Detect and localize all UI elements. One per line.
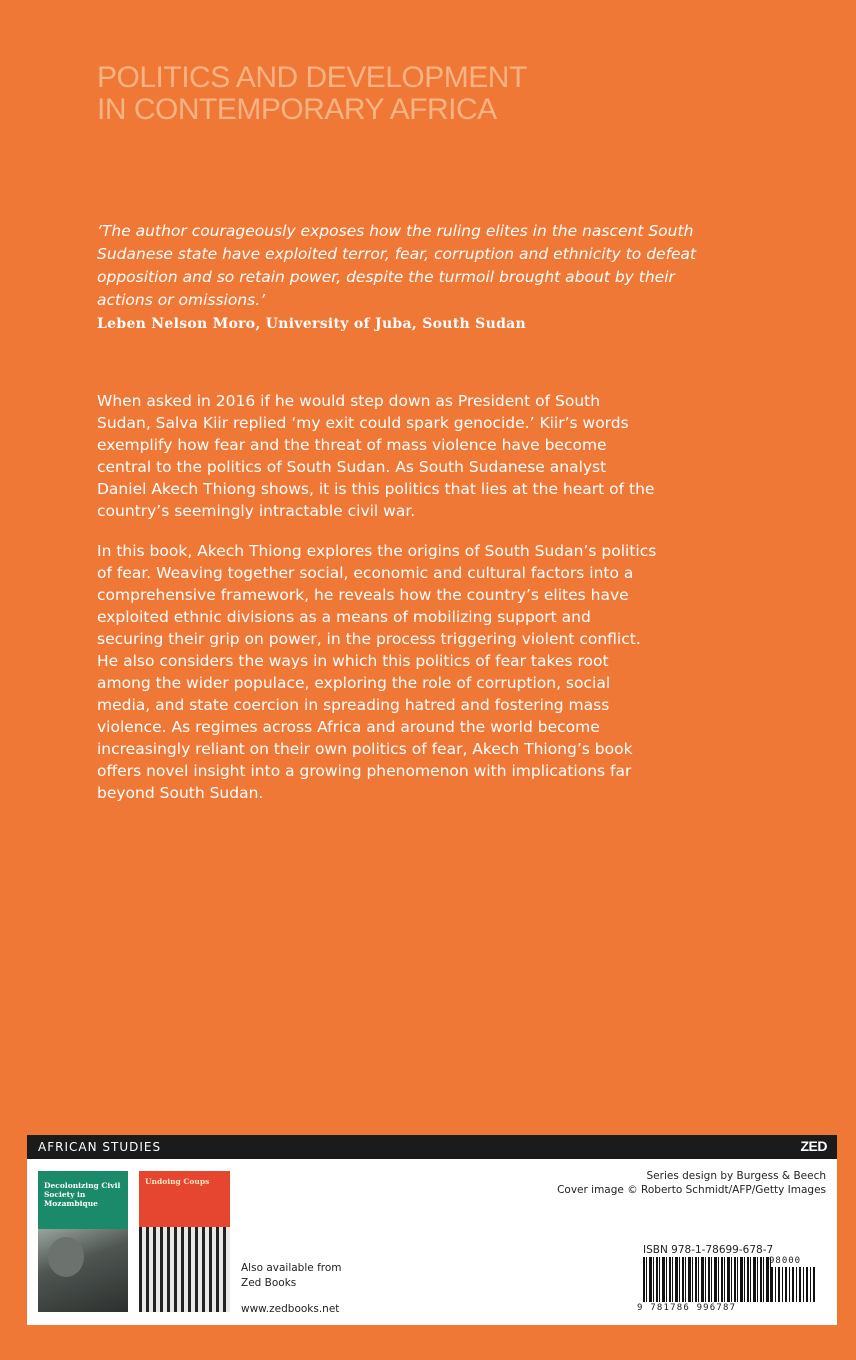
footer-panel [27,1159,837,1325]
publisher-logo: ZED [800,1138,827,1154]
tree-icon [48,1237,84,1277]
series-title-line-1: POLITICS AND DEVELOPMENT [97,61,527,94]
barcode-icon [643,1257,771,1302]
also-available-line-2: Zed Books [241,1277,297,1289]
category-bar [27,1135,837,1159]
barcode-digits: 9 781786 996787 [637,1303,737,1313]
related-book-cover-2 [139,1171,230,1312]
image-credit: Cover image © Roberto Schmidt/AFP/Getty Images [557,1184,826,1196]
barcode-addon-icon [771,1267,815,1302]
description-paragraph-2: In this book, Akech Thiong explores the origins of South Sudan’s politics of fear. Weaving together social, economic and cultural factors into a comprehensive framework, he reveals how the country’s elites have exploited ethnic divisions as a means of mobilizing support and securing their grip on power, in the process triggering violent conflict. He also considers the ways in which this politics of fear takes root among the wider populace, exploring the role of corruption, social media, and state coercion in spreading hatred and fostering mass violence. As regimes across Africa and around the world become increasingly reliant on their own politics of fear, Akech Thiong’s book offers novel insight into a growing phenomenon with implications far beyond South Sudan. [97,542,657,802]
barcode-addon-digits: 98000 [769,1256,802,1266]
also-available-text [241,1261,342,1291]
isbn-label: ISBN 978-1-78699-678-7 [643,1244,774,1256]
endorsement-attribution: Leben Nelson Moro, University of Juba, South Sudan [97,316,527,332]
description-paragraph-1: When asked in 2016 if he would step down as President of South Sudan, Salva Kiir replied ‘my exit could spark genocide.’ Kiir’s words exemplify how fear and the threat of mass violence have become central to the politics of South Sudan. As South Sudanese analyst Daniel Akech Thiong shows, it is this politics that lies at the heart of the country’s seemingly intractable civil war. [97,392,655,520]
also-available-line-1: Also available from [241,1262,342,1274]
category-label: AFRICAN STUDIES [38,1140,162,1154]
related-book-2-title: Undoing Coups [145,1177,210,1186]
endorsement-quote: ‘The author courageously exposes how the ruling elites in the nascent South Sudanese state have exploited terror, fear, corruption and ethnicity to defeat opposition and so retain power, despite the turmoil brought about by their actions or omissions.’ [97,222,697,309]
related-book-1-photo [38,1229,128,1312]
related-book-2-photo [139,1227,230,1312]
related-book-1-title: Decolonizing Civil Society in Mozambique [44,1181,121,1208]
series-title-line-2: IN CONTEMPORARY AFRICA [97,93,497,126]
design-credit: Series design by Burgess & Beech [646,1170,826,1182]
book-description [97,390,657,822]
cover-credits [557,1169,826,1197]
publisher-url: www.zedbooks.net [241,1303,340,1315]
series-title [97,62,527,126]
related-book-cover-1 [38,1171,128,1312]
